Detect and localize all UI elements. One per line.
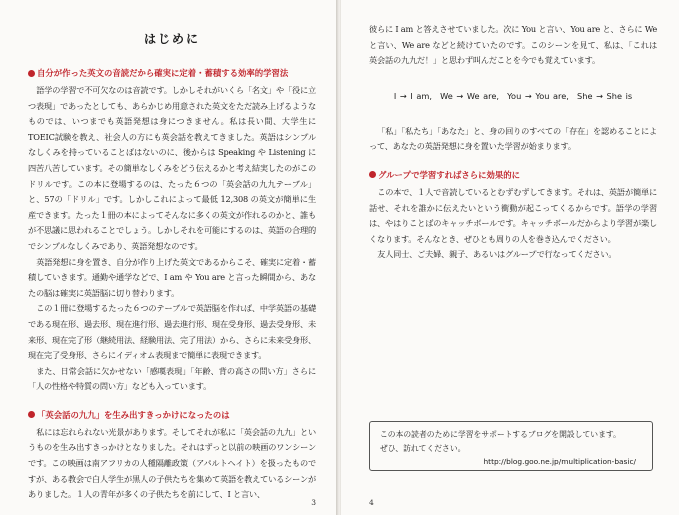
paragraph: 友人同士、ご夫婦、親子、あるいはグループで行なってください。 (377, 249, 617, 260)
blog-box-line-1: この本の読者のために学習をサポートするブログを開設しています。 (380, 430, 621, 439)
page-number: 4 (369, 498, 374, 507)
section-heading-2-text: 「英会話の九九」を生み出すきっかけになったのは (37, 409, 230, 420)
section-heading-3 (369, 169, 657, 181)
section-heading-3-text: グループで学習すればさらに効果的に (378, 169, 520, 180)
bullet-dot-icon (369, 171, 376, 178)
spacer (369, 155, 657, 165)
section-heading-1-text: 自分が作った英文の音読だから確実に定着・蓄積する効率的学習法 (37, 68, 289, 78)
bullet-dot-icon (28, 70, 35, 77)
bullet-dot-icon (28, 411, 35, 418)
left-page (0, 0, 338, 515)
paragraph: また、日常会話に欠かせない「感嘆表現」「年齢、背の高さの問い方」さらに「人の性格や特質の問い方」なども入っています。 (28, 365, 316, 392)
paragraph: この本で、１人で音読しているとむずむずしてきます。それは、英語が簡単に話せ、それを誰かに伝えたいという衝動が起こってくるからです。語学の学習は、やはりことばのキャッチボールです。キャッチボールだからより学習が楽しくなります。そんなとき、ぜひとも周りの人を巻き込んでください。 (369, 186, 657, 244)
page-title: はじめに (143, 32, 200, 46)
right-page (341, 0, 679, 515)
example-formula: I → I am, We → We are, You → You are, She → She is (393, 90, 633, 101)
paragraph: この１冊に登場するたった６つのテーブルで英語脳を作れば、中学英語の基礎である現在形、過去形、現在進行形、過去進行形、現在受身形、過去受身形、未来形、現在完了形（継続用法、経験用法、完了用法）から、さらに未来受身形、現在完了受身形、さらにイディオム表現まで簡単に表現できます。 (28, 303, 316, 361)
blog-box-line-2: ぜひ、訪れてください。 (380, 443, 466, 453)
blog-info-box (369, 421, 653, 471)
paragraph: 私には忘れられない光景があります。そしてそれが私に「英会話の九九」というものを生み出すきっかけとなりました。それはずっと以前の映画のワンシーンです。この映画は南アフリカの人種隔離政策（アパルトヘイト）を扱ったものですが、ある教会で白人学生が黒人の子供たちを集めて英語を教えているシーンがありました。１人の青年が多くの子供たちを前にして、I と言い、 (28, 426, 316, 500)
section-heading-1 (28, 67, 316, 79)
paragraph: 彼らに I am と答えさせていました。次に You と言い、You are と、さらに We と言い、We are などと続けていたのです。このシーンを見て、私は、「これは英会話の九九だ！」と思わず叫んだことを今でも覚えています。 (369, 24, 658, 66)
paragraph: 英語発想に身を置き、自分が作り上げた英文であるからこそ、確実に定着・蓄積していきます。通勤や通学などで、I am や You are と言った瞬間から、あなたの脳は確実に英語脳に切り替わります。 (28, 256, 316, 298)
spacer (28, 395, 316, 405)
page-number: 3 (311, 498, 316, 507)
paragraph: 「私」「私たち」「あなた」と、身の回りのすべての「存在」を認めることによって、あなたの英語発想に身を置いた学習が始まります。 (369, 125, 657, 152)
paragraph: 語学の学習で不可欠なのは音読です。しかしそれがいくら「名文」や「役に立つ表現」であったとしても、あらかじめ用意された英文をただ読み上げるようなものでは、いつまでも英語発想は身につきません。私は長い間、大学生にTOEIC試験を教え、社会人の方にも英会話を教えてきました。英語はシンプルなしくみを持っていることばはないのに、後からは Speaking や Listening に四苦八苦しています。その簡単なしくみをどう伝えるかと考え結実したのがこのドリルです。この本に登場するのは、たった６つの「英会話の九九テーブル」と、57の「ドリル」です。しかしこれによって最低 12,308 の英文が簡単に生産できます。たった１冊の本によってそんなに多くの英文が作れるのかと、誰もが不思議に思われることでしょう。しかしそれを可能にするのは、英語の合理的でシンプルなしくみであり、英語発想なのです。 (28, 85, 316, 251)
blog-url-link[interactable]: http://blog.goo.ne.jp/multiplication-basic/ (483, 457, 636, 466)
section-heading-2 (28, 409, 316, 421)
